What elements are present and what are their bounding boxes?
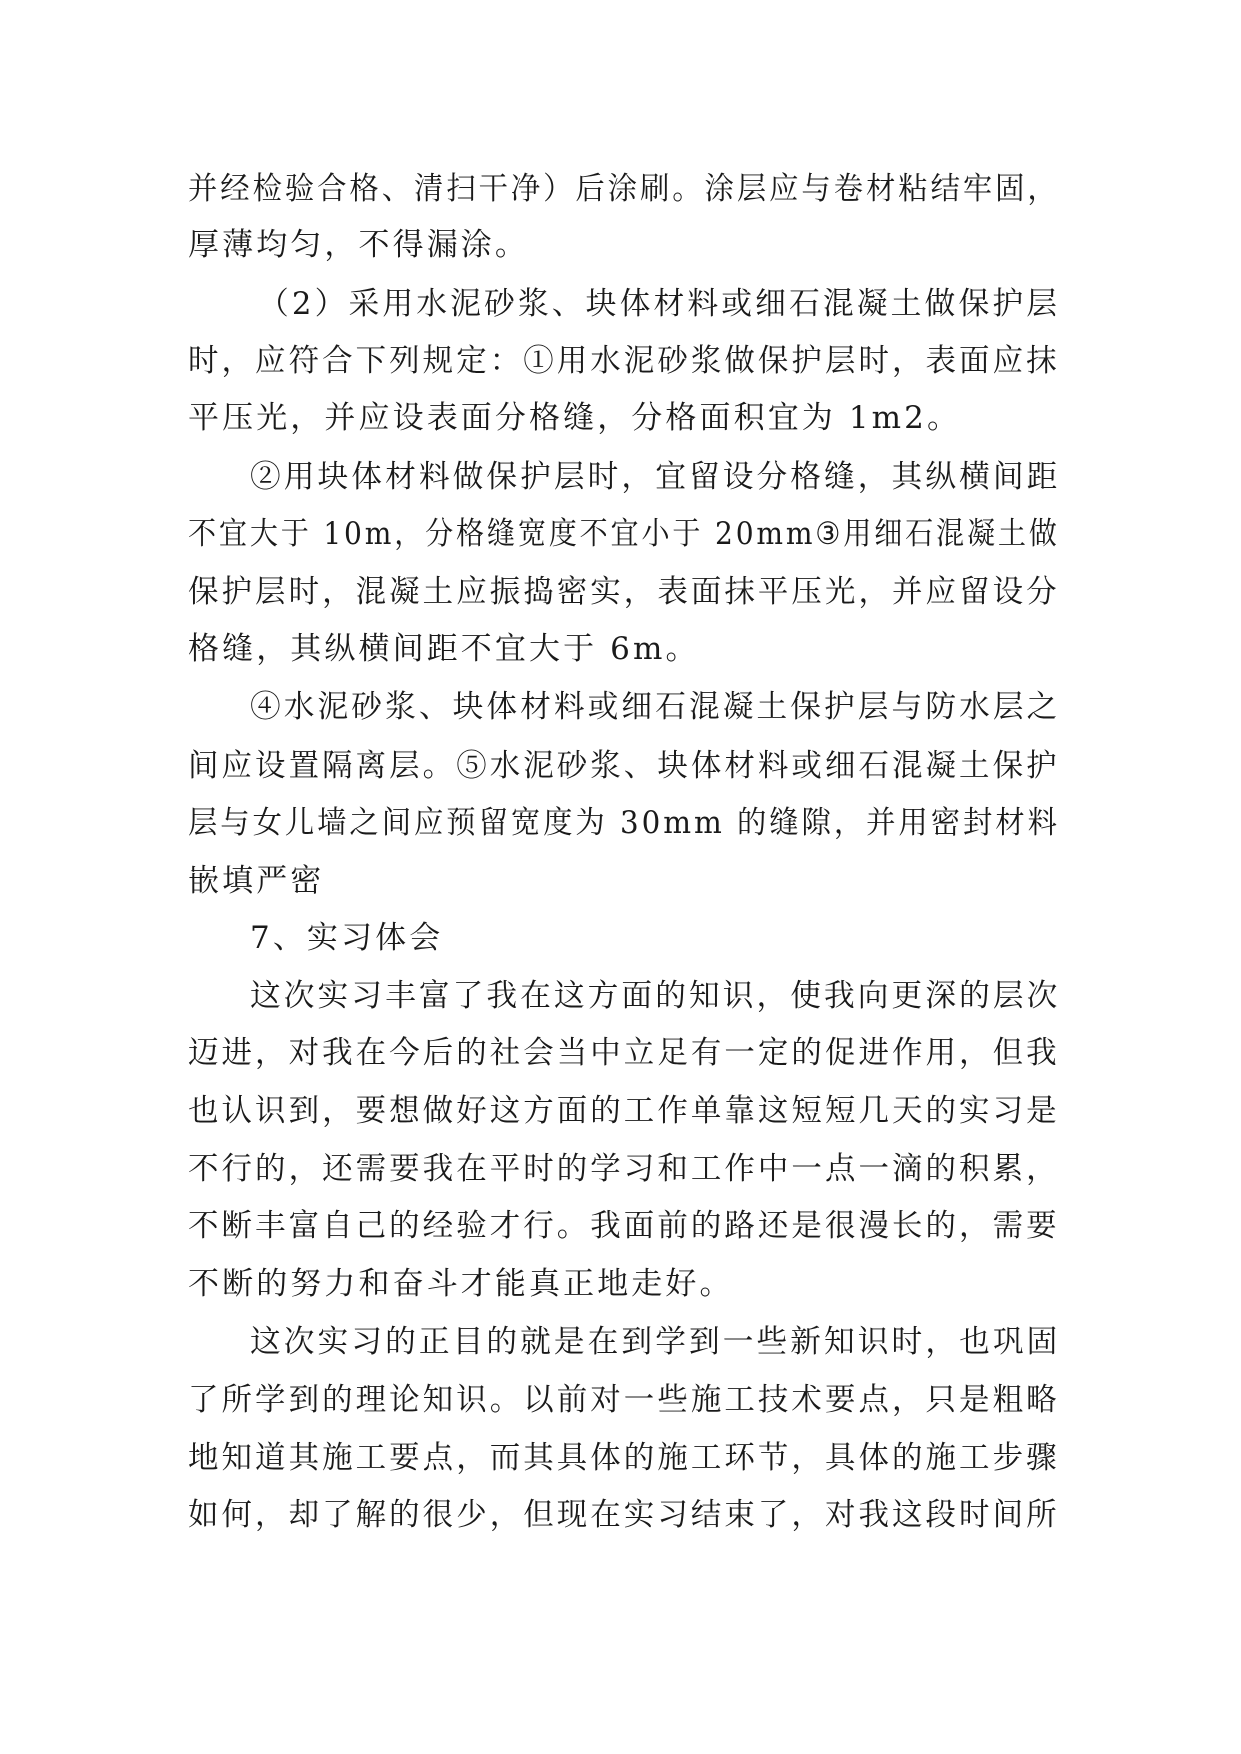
- text-line: 迈进，对我在今后的社会当中立足有一定的促进作用，但我: [188, 1035, 1060, 1071]
- text-line: 平压光，并应设表面分格缝，分格面积宜为 1m2。: [188, 400, 962, 436]
- text-line: 嵌填严密: [188, 863, 325, 899]
- text-line: ②用块体材料做保护层时，宜留设分格缝，其纵横间距: [250, 459, 1061, 495]
- text-line: 也认识到，要想做好这方面的工作单靠这短短几天的实习是: [188, 1093, 1060, 1129]
- text-line: 不行的，还需要我在平时的学习和工作中一点一滴的积累，: [188, 1151, 1060, 1187]
- section-heading: 7、实习体会: [250, 920, 444, 956]
- text-line: 层与女儿墙之间应预留宽度为 30mm 的缝隙，并用密封材料: [188, 805, 1060, 841]
- text-line: 不断的努力和奋斗才能真正地走好。: [188, 1266, 734, 1302]
- text-line: 地知道其施工要点，而其具体的施工环节，具体的施工步骤: [188, 1440, 1060, 1476]
- text-line: 保护层时，混凝土应振捣密实，表面抹平压光，并应留设分: [188, 574, 1060, 610]
- text-line: 间应设置隔离层。⑤水泥砂浆、块体材料或细石混凝土保护: [188, 748, 1060, 784]
- text-line: 了所学到的理论知识。以前对一些施工技术要点，只是粗略: [188, 1382, 1060, 1418]
- text-line: 厚薄均匀，不得漏涂。: [188, 227, 529, 263]
- text-line: 并经检验合格、清扫干净）后涂刷。涂层应与卷材粘结牢固，: [188, 171, 1060, 207]
- text-line: 不断丰富自己的经验才行。我面前的路还是很漫长的，需要: [188, 1208, 1060, 1244]
- text-line: 格缝，其纵横间距不宜大于 6m。: [188, 631, 700, 667]
- text-line: 不宜大于 10m，分格缝宽度不宜小于 20mm③用细石混凝土做: [188, 516, 1060, 552]
- text-line: 如何，却了解的很少，但现在实习结束了，对我这段时间所: [188, 1497, 1060, 1533]
- text-line: ④水泥砂浆、块体材料或细石混凝土保护层与防水层之: [250, 689, 1061, 725]
- text-line: 这次实习丰富了我在这方面的知识，使我向更深的层次: [250, 978, 1061, 1014]
- text-line: （2）采用水泥砂浆、块体材料或细石混凝土做保护层: [258, 286, 1061, 322]
- text-line: 时，应符合下列规定：①用水泥砂浆做保护层时，表面应抹: [188, 343, 1060, 379]
- text-line: 这次实习的正目的就是在到学到一些新知识时，也巩固: [250, 1324, 1061, 1360]
